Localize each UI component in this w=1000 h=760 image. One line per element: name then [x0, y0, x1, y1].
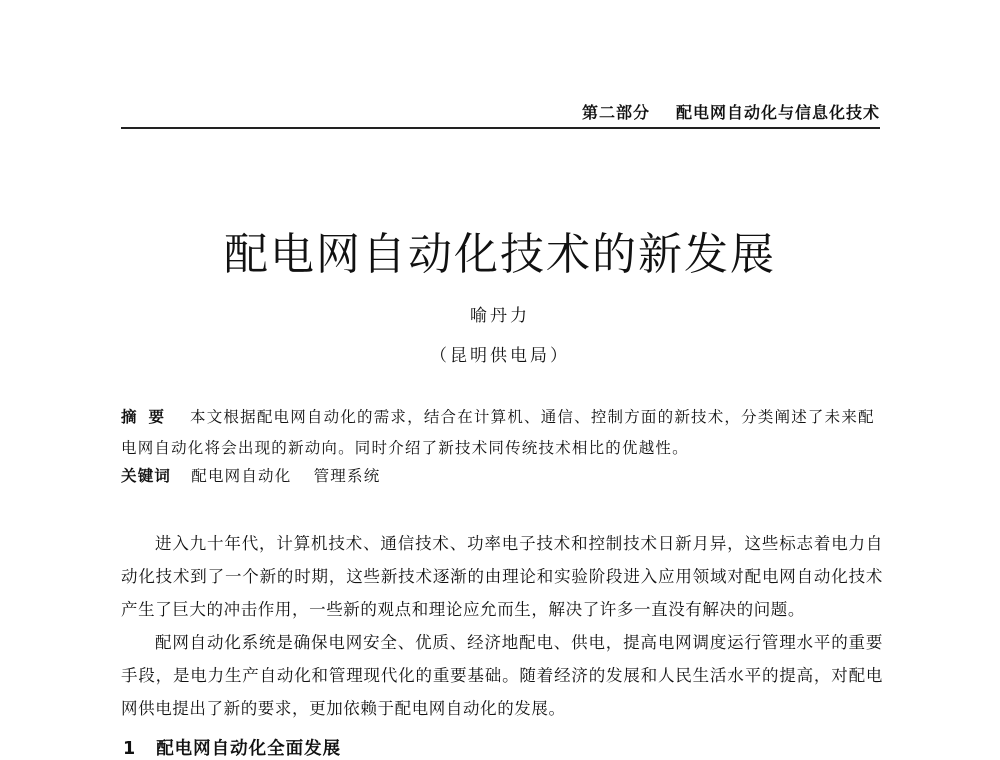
- author: 喻丹力: [470, 306, 530, 326]
- body-paragraph: 进入九十年代，计算机技术、通信技术、功率电子技术和控制技术日新月异，这些标志着电力自动化技术到了一个新的时期，这些新技术逐渐的由理论和实验阶段进入应用领域对配电网自动化技术产生了巨大的冲击作用，一些新的观点和理论应允而生，解决了许多一直没有解决的问题。: [121, 534, 883, 619]
- section-title: 配电网自动化全面发展: [156, 739, 342, 759]
- affiliation: （昆明供电局）: [430, 346, 570, 366]
- abstract: [121, 402, 881, 464]
- header-rule: [121, 127, 880, 129]
- paper-title: 配电网自动化技术的新发展: [224, 229, 776, 280]
- keywords-label: 关键词: [121, 467, 172, 485]
- keywords: [121, 464, 396, 486]
- keyword: 配电网自动化: [191, 467, 292, 485]
- section-number: 1: [123, 739, 137, 759]
- abstract-label: 摘要: [121, 408, 177, 426]
- body-paragraph: 配网自动化系统是确保电网安全、优质、经济地配电、供电，提高电网调度运行管理水平的重要手段，是电力生产自动化和管理现代化的重要基础。随着经济的发展和人民生活水平的提高，对配电网供电提出了新的要求，更加依赖于配电网自动化的发展。: [121, 633, 883, 718]
- running-header-part: 第二部分: [581, 103, 650, 122]
- abstract-text: 本文根据配电网自动化的需求，结合在计算机、通信、控制方面的新技术，分类阐述了未来配电网自动化将会出现的新动向。同时介绍了新技术同传统技术相比的优越性。: [121, 408, 875, 457]
- running-header-section: 配电网自动化与信息化技术: [675, 103, 880, 122]
- keyword: 管理系统: [313, 467, 381, 485]
- section-heading: [123, 735, 341, 760]
- running-header: [582, 100, 880, 123]
